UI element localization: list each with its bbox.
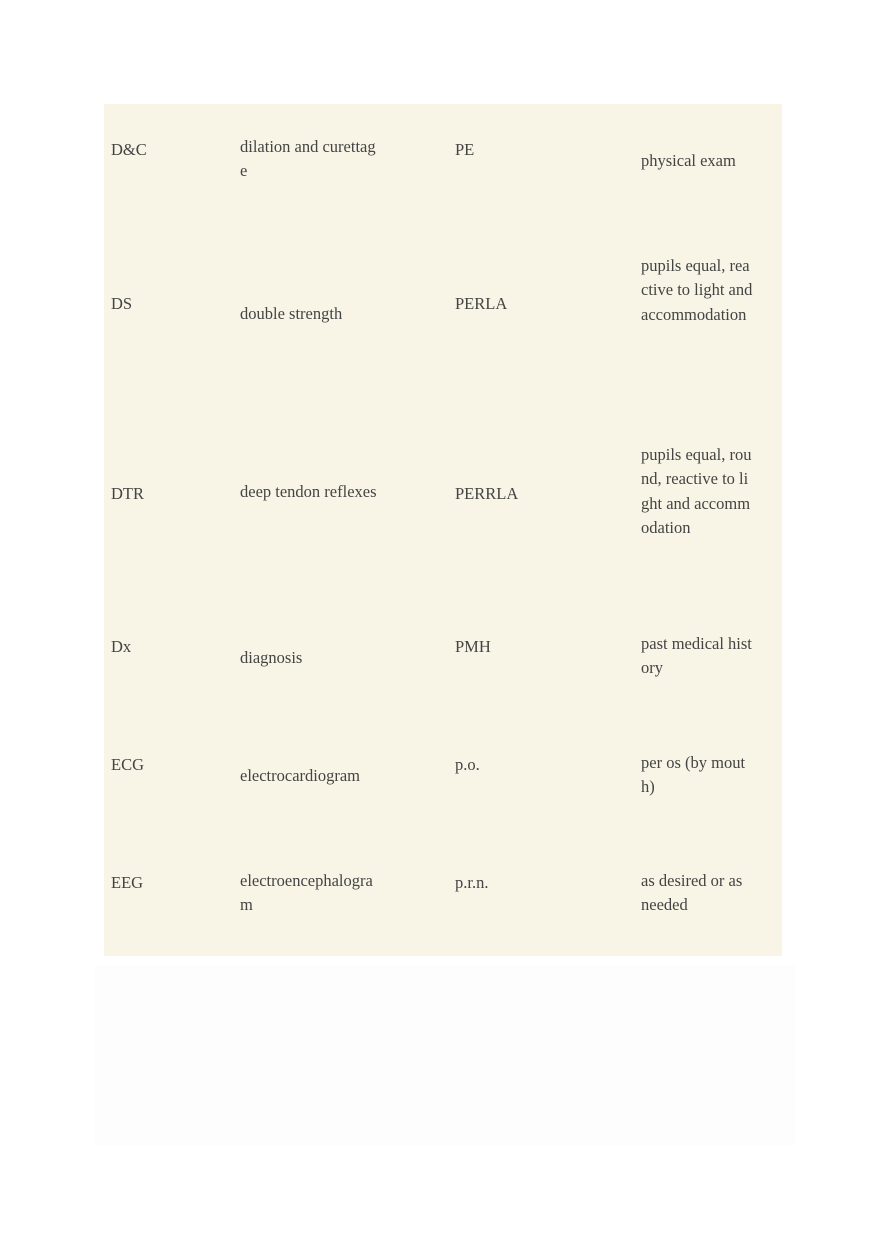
- meaning-cell: past medical history: [641, 634, 752, 678]
- meaning-cell: electroencephalogram: [240, 871, 373, 915]
- abbreviation-cell: ECG: [111, 755, 144, 774]
- abbreviation-cell: DTR: [111, 484, 144, 503]
- blank-page-area: [95, 965, 795, 1145]
- abbreviation-cell: p.r.n.: [455, 873, 489, 892]
- abbreviation-cell: PERRLA: [455, 484, 519, 503]
- meaning-cell: per os (by mouth): [641, 753, 746, 797]
- meaning-cell: double strength: [240, 304, 343, 323]
- abbreviation-cell: EEG: [111, 873, 144, 892]
- abbreviation-cell: p.o.: [455, 755, 480, 774]
- meaning-cell: dilation and curettage: [240, 137, 376, 181]
- abbreviation-cell: D&C: [111, 140, 147, 159]
- abbreviation-cell: DS: [111, 294, 133, 313]
- meaning-cell: as desired or as needed: [641, 871, 743, 915]
- meaning-cell: deep tendon reflexes: [240, 482, 377, 501]
- abbreviation-table: [104, 104, 782, 956]
- abbreviation-cell: PMH: [455, 637, 491, 656]
- abbreviation-cell: Dx: [111, 637, 132, 656]
- meaning-cell: electrocardiogram: [240, 766, 361, 785]
- meaning-cell: physical exam: [641, 151, 736, 170]
- meaning-cell: diagnosis: [240, 648, 303, 667]
- meaning-cell: pupils equal, reactive to light and accommodation: [641, 256, 753, 324]
- abbreviation-cell: PERLA: [455, 294, 508, 313]
- meaning-cell: pupils equal, round, reactive to light and accommodation: [641, 445, 752, 538]
- abbreviation-cell: PE: [455, 140, 475, 159]
